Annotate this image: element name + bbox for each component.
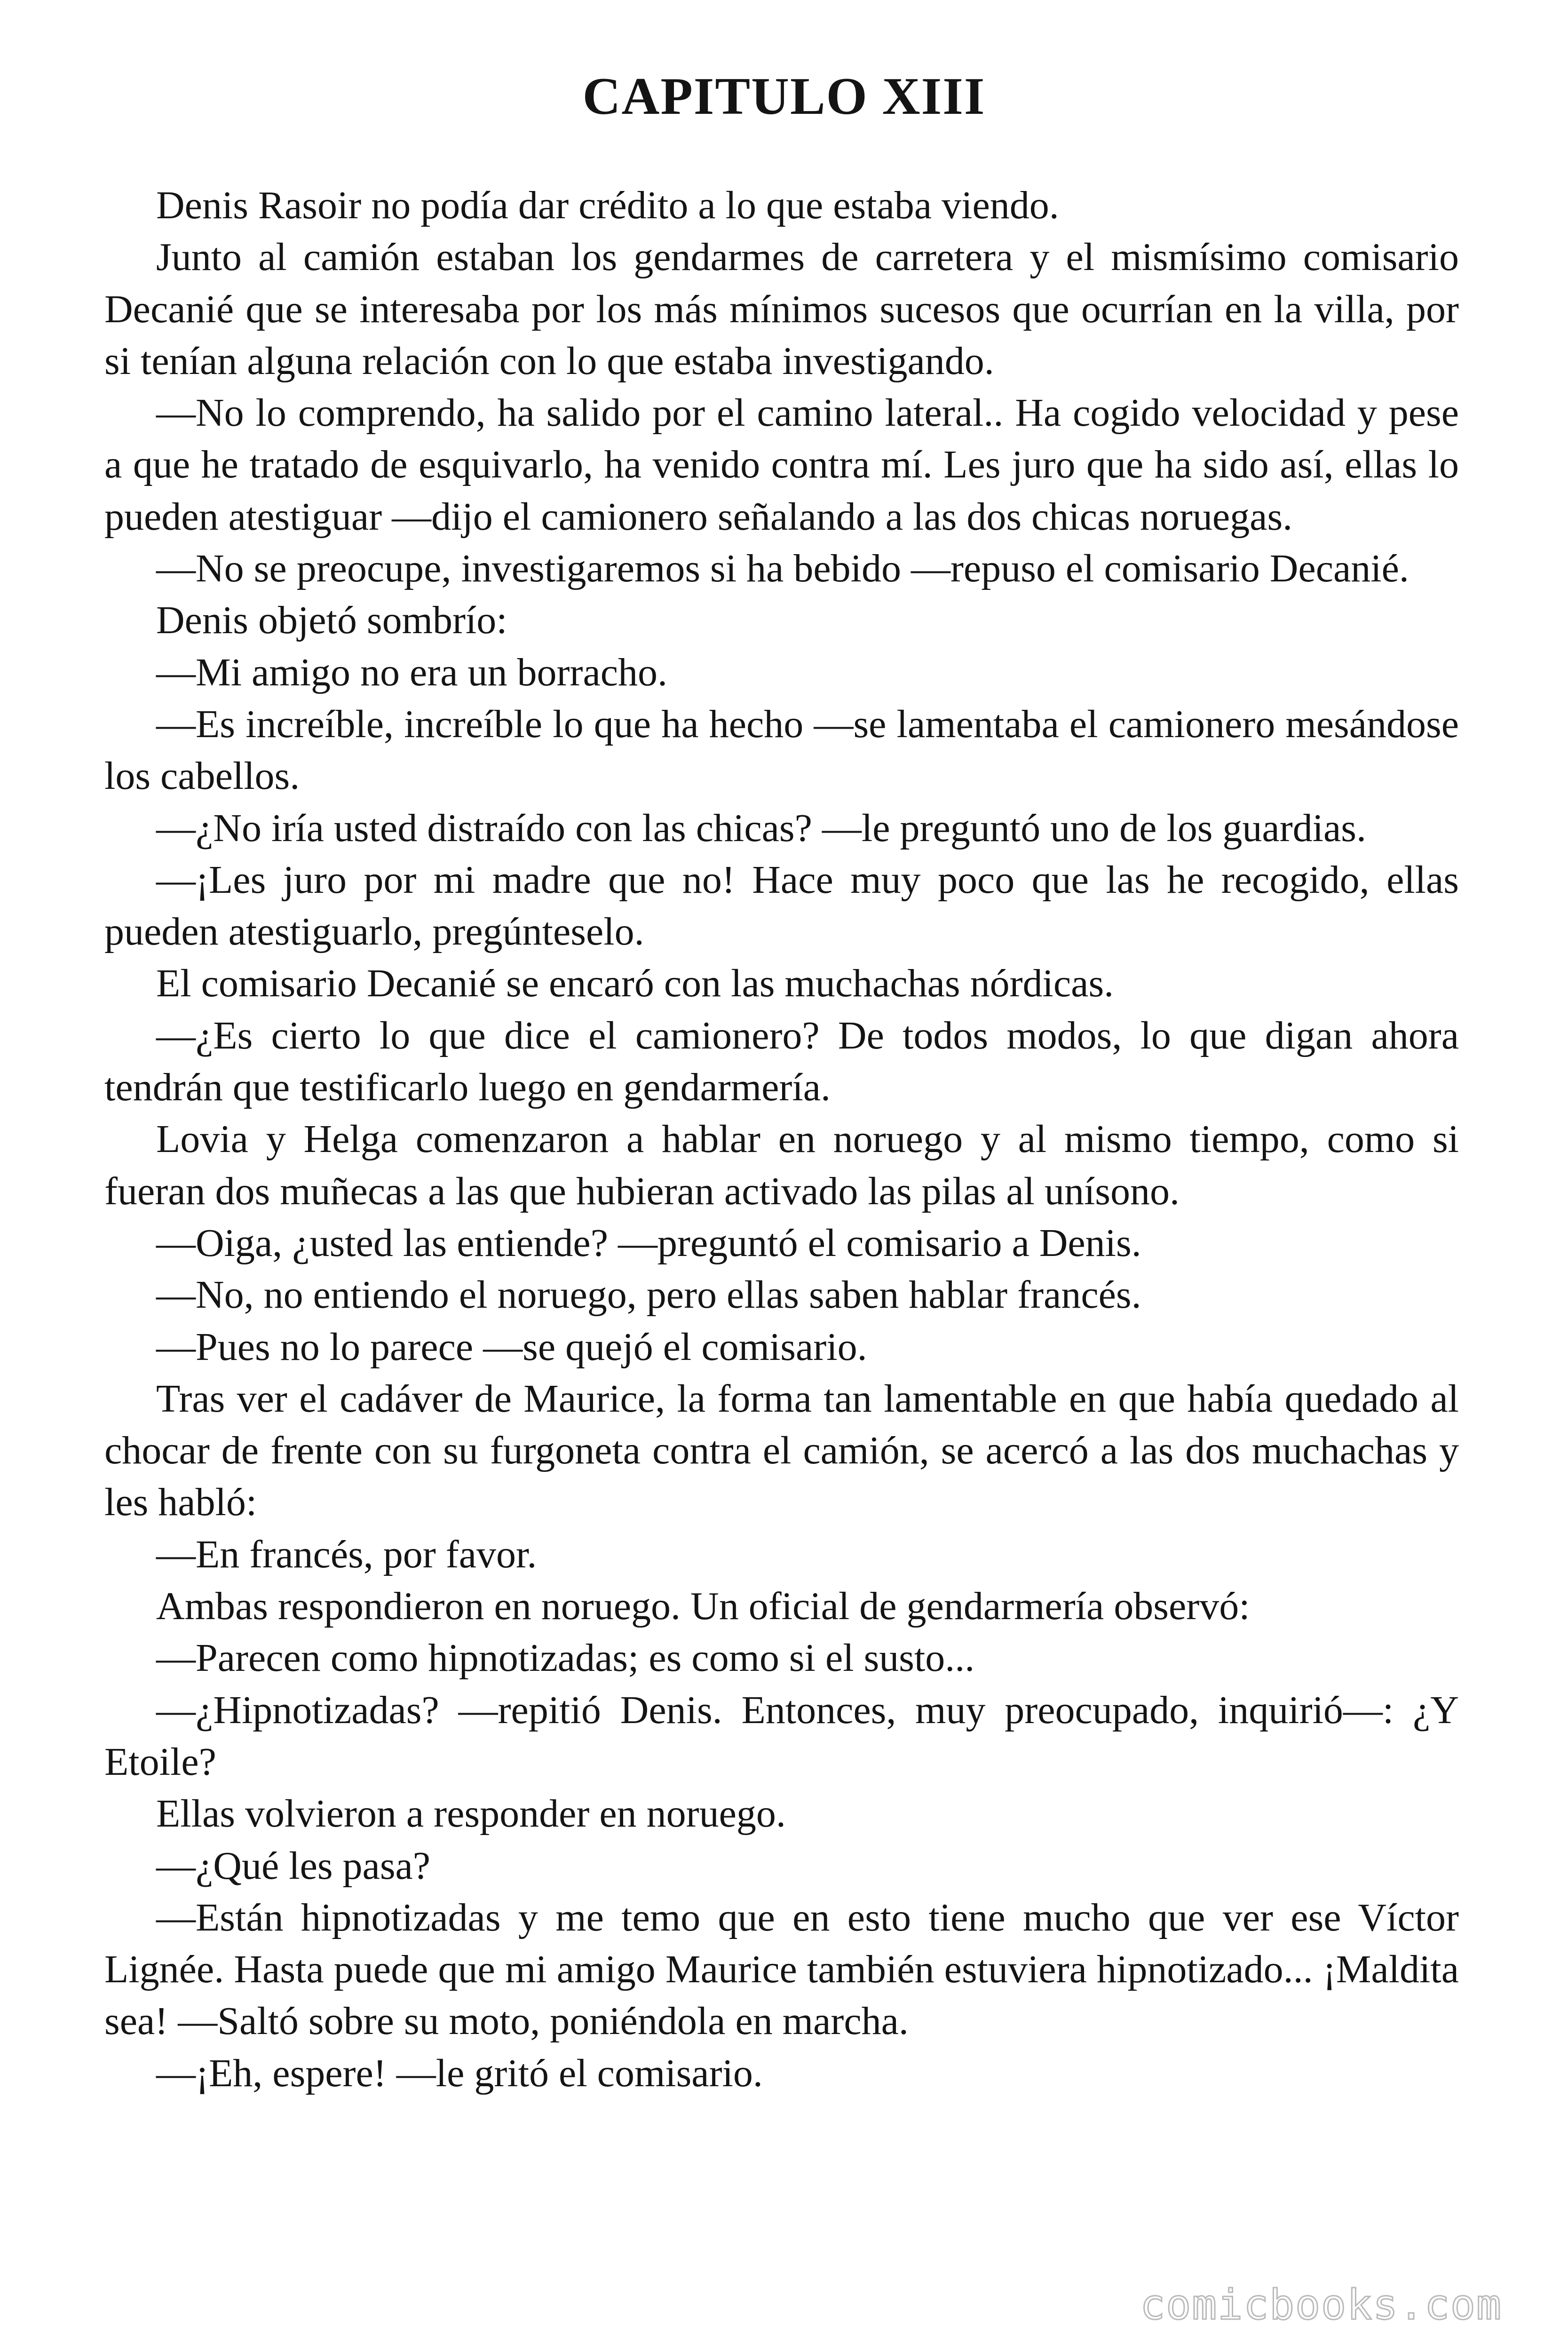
paragraph: —No lo comprendo, ha salido por el camino lateral.. Ha cogido velocidad y pese a que he tratado de esquivarlo, ha venido contra mí. Les juro que ha sido así, ellas lo pueden atestiguar —dijo el camionero señalando a las dos chicas noruegas. xyxy=(104,391,1459,539)
paragraph: —Es increíble, increíble lo que ha hecho —se lamentaba el camionero mesándose los cabellos. xyxy=(104,702,1459,798)
paragraph: Denis objetó sombrío: xyxy=(156,598,507,643)
paragraph: —Están hipnotizadas y me temo que en esto tiene mucho que ver ese Víctor Lignée. Hasta puede que mi amigo Maurice también estuviera hipnotizado... ¡Maldita sea! —Saltó sobre su moto, poniéndola en marcha. xyxy=(104,1895,1459,2043)
paragraph: —¿Hipnotizadas? —repitió Denis. Entonces, muy preocupado, inquirió—: ¿Y Etoile? xyxy=(104,1688,1459,1784)
paragraph: —Pues no lo parece —se quejó el comisario. xyxy=(156,1325,867,1369)
paragraph: El comisario Decanié se encaró con las muchachas nórdicas. xyxy=(156,961,1114,1006)
paragraph: —Parecen como hipnotizadas; es como si el susto... xyxy=(156,1636,975,1680)
paragraph: —No se preocupe, investigaremos si ha bebido —repuso el comisario Decanié. xyxy=(156,547,1409,591)
paragraph: —¿No iría usted distraído con las chicas? —le preguntó uno de los guardias. xyxy=(156,806,1366,850)
paragraph: —¿Es cierto lo que dice el camionero? De todos modos, lo que digan ahora tendrán que testificarlo luego en gendarmería. xyxy=(104,1013,1459,1110)
paragraph: —¡Eh, espere! —le gritó el comisario. xyxy=(156,2051,763,2095)
paragraph: —En francés, por favor. xyxy=(156,1532,537,1576)
paragraph: —¿Qué les pasa? xyxy=(156,1843,431,1888)
paragraph: Ambas respondieron en noruego. Un oficial de gendarmería observó: xyxy=(156,1584,1250,1629)
chapter-text xyxy=(104,180,1459,2099)
paragraph: —Mi amigo no era un borracho. xyxy=(156,650,668,694)
watermark-text: comicbooks.com xyxy=(1140,2280,1502,2329)
paragraph: Junto al camión estaban los gendarmes de carretera y el mismísimo comisario Decanié que se interesaba por los más mínimos sucesos que ocurrían en la villa, por si tenían alguna relación con lo que estaba investigando. xyxy=(104,235,1459,383)
paragraph: —Oiga, ¿usted las entiende? —preguntó el comisario a Denis. xyxy=(156,1221,1141,1265)
chapter-title: CAPITULO XIII xyxy=(582,67,986,126)
paragraph: Tras ver el cadáver de Maurice, la forma tan lamentable en que había quedado al chocar de frente con su furgoneta contra el camión, se acercó a las dos muchachas y les habló: xyxy=(104,1376,1459,1525)
paragraph: —¡Les juro por mi madre que no! Hace muy poco que las he recogido, ellas pueden atestiguarlo, pregúnteselo. xyxy=(104,858,1459,954)
paragraph: Lovia y Helga comenzaron a hablar en noruego y al mismo tiempo, como si fueran dos muñecas a las que hubieran activado las pilas al unísono. xyxy=(104,1117,1459,1213)
paragraph: Denis Rasoir no podía dar crédito a lo que estaba viendo. xyxy=(156,183,1059,227)
paragraph: —No, no entiendo el noruego, pero ellas saben hablar francés. xyxy=(156,1273,1141,1317)
paragraph: Ellas volvieron a responder en noruego. xyxy=(156,1792,786,1836)
